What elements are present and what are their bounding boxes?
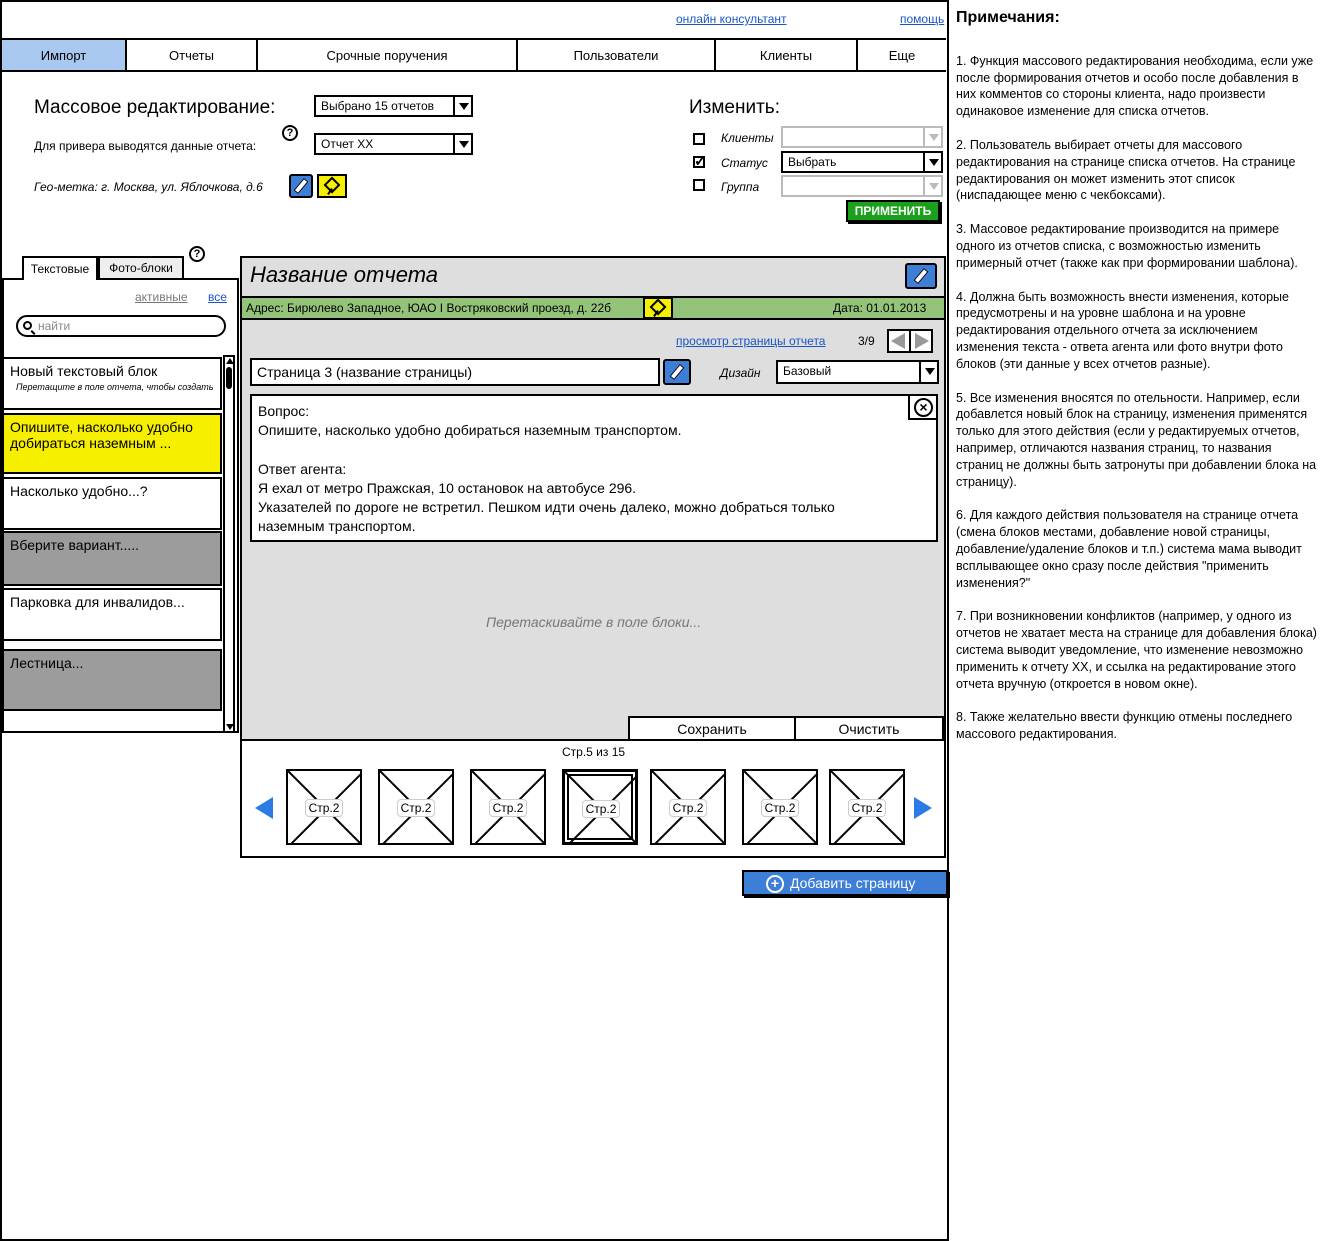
- page-thumb-label: Стр.2: [489, 799, 527, 817]
- tab-text-blocks[interactable]: Текстовые: [22, 256, 98, 280]
- tab-photo-blocks[interactable]: Фото-блоки: [98, 256, 184, 278]
- nav-tab-import[interactable]: Импорт: [2, 40, 127, 70]
- selected-reports-value: Выбрано 15 отчетов: [321, 99, 435, 113]
- search-placeholder: найти: [38, 319, 71, 333]
- design-value: Базовый: [783, 364, 832, 378]
- note-item: 4. Должна быть возможность внести изменения, которые предусмотрены и на уровне шаблона и на уровне редактирования отдельного отчета за исключением изменения текста - ответа агента или фото внутри фото блоков (эти данные у всех отчетов разные).: [956, 289, 1289, 371]
- design-label: Дизайн: [720, 366, 761, 380]
- clear-button[interactable]: Очистить: [796, 716, 944, 740]
- prev-page-icon[interactable]: [891, 333, 905, 349]
- mass-edit-title: Массовое редактирование:: [34, 97, 276, 118]
- strip-next-icon[interactable]: [914, 797, 932, 819]
- close-block-button[interactable]: [908, 394, 938, 420]
- note-item: 3. Массовое редактирование производится на примере одного из отчетов списка, с возможностью изменить примерный отчет (также как при формировании шаблона).: [956, 222, 1298, 270]
- search-icon: [23, 321, 32, 330]
- list-item[interactable]: Парковка для инвалидов...: [2, 588, 222, 641]
- chevron-down-icon: [923, 128, 941, 146]
- status-label: Статус: [721, 156, 768, 170]
- page-thumb[interactable]: [470, 769, 546, 845]
- new-text-block[interactable]: [2, 357, 222, 410]
- chevron-down-icon: [923, 153, 941, 171]
- save-clear-tabs: [628, 716, 944, 740]
- edit-page-pencil-icon[interactable]: [663, 359, 691, 385]
- help-icon[interactable]: ?: [282, 125, 298, 141]
- apply-button[interactable]: ПРИМЕНИТЬ: [846, 200, 940, 222]
- divider: [909, 329, 911, 353]
- chevron-down-icon: [919, 362, 937, 382]
- selected-reports-select[interactable]: [314, 95, 473, 117]
- answer-line-1: Я ехал от метро Пражская, 10 остановок на автобусе 296.: [258, 479, 637, 496]
- group-label: Группа: [721, 180, 760, 194]
- page-thumb[interactable]: [286, 769, 362, 845]
- drop-hint: Перетаскивайте в поле блоки...: [486, 614, 702, 630]
- page-thumb-selected[interactable]: [562, 769, 638, 845]
- page-thumb-label: Стр.2: [397, 799, 435, 817]
- note-item: 5. Все изменения вносятся по отельности. Например, если добавлется новый блок на страницу, изменения применятся только для этого действия (если у редактируемых отчетов, например, отличаются названия страниц, то названия страниц не должны быть затронуты при добавлении блока на страницу).: [956, 390, 1317, 489]
- clients-select[interactable]: [781, 126, 943, 148]
- new-block-title: Новый текстовый блок: [10, 363, 158, 379]
- status-select[interactable]: [781, 151, 943, 173]
- list-item[interactable]: Вберите вариант.....: [2, 531, 222, 586]
- pin-icon[interactable]: [643, 297, 673, 319]
- next-page-icon[interactable]: [915, 333, 929, 349]
- question-block[interactable]: [250, 394, 938, 542]
- example-report-value: Отчет XX: [321, 137, 374, 151]
- status-value: Выбрать: [788, 155, 837, 169]
- close-icon: ×: [914, 398, 933, 417]
- nav-tab-clients[interactable]: Клиенты: [716, 40, 858, 70]
- filter-all-link[interactable]: все: [208, 290, 227, 304]
- geo-tag-label: Гео-метка: г. Москва, ул. Яблочкова, д.6: [34, 180, 263, 194]
- question-text: Опишите, насколько удобно добираться наземным транспортом.: [258, 422, 682, 439]
- page-thumb[interactable]: [378, 769, 454, 845]
- note-item: 7. При возникновении конфликтов (например, у одного из отчетов не хватает места на странице для добавления блока) система выводит уведомление, что изменение невозможно применить к отчету XX, и ссылка на редактирование этого отчета вручную (откроется в новом окне).: [956, 609, 1317, 691]
- notes-title: Примечания:: [956, 9, 1060, 26]
- report-title: Название отчета: [250, 262, 439, 287]
- page-thumb-label: Стр.2: [582, 800, 620, 818]
- report-date: Дата: 01.01.2013: [833, 301, 927, 315]
- chevron-down-icon: [923, 177, 941, 195]
- group-select[interactable]: [781, 175, 943, 197]
- notes-panel: [956, 10, 1318, 760]
- change-title: Изменить:: [689, 97, 780, 118]
- page-thumb[interactable]: [742, 769, 818, 845]
- add-page-button[interactable]: [742, 870, 948, 896]
- answer-label: Ответ агента:: [258, 460, 347, 477]
- pin-icon[interactable]: [317, 174, 347, 198]
- page-thumb[interactable]: [829, 769, 905, 845]
- clients-checkbox[interactable]: [693, 133, 705, 145]
- add-page-label: Добавить страницу: [790, 875, 916, 891]
- edit-pencil-icon[interactable]: [289, 174, 313, 198]
- address-bar: [242, 296, 944, 320]
- note-item: 1. Функция массового редактирования необходима, если уже после формирования отчетов и особо после добавления в них комментов со стороны клиента, надо произвести одинаковое изменение для списка отчетов.: [956, 53, 1314, 119]
- page-thumb[interactable]: [650, 769, 726, 845]
- scroll-up-icon[interactable]: [226, 358, 234, 364]
- nav-tab-users[interactable]: Пользователи: [518, 40, 716, 70]
- note-item: 2. Пользователь выбирает отчеты для массового редактирования на странице списка отчетов. На странице редактирования он может изменить этот список (ниспадающее меню с чекбоксами).: [956, 137, 1296, 203]
- list-item[interactable]: Опишите, насколько удобно добираться наземным ...: [2, 413, 222, 474]
- strip-prev-icon[interactable]: [255, 797, 273, 819]
- list-item[interactable]: Насколько удобно...?: [2, 477, 222, 530]
- spacer: [258, 441, 930, 460]
- example-report-select[interactable]: [314, 133, 473, 155]
- edit-title-pencil-icon[interactable]: [905, 263, 937, 289]
- note-item: 6. Для каждого действия пользователя на странице отчета (смена блоков местами, добавление новой страницы, добавление/удаление блоков и т.п.) система мама выводит всплывающее окно сразу после действия "применить изменения?": [956, 508, 1302, 590]
- page-thumb-label: Стр.2: [848, 799, 886, 817]
- help-link[interactable]: помощь: [900, 12, 945, 26]
- report-address: Адрес: Бирюлево Западное, ЮАО I Востряковский проезд, д. 22б: [246, 301, 612, 315]
- report-editor: [240, 256, 946, 858]
- status-checkbox[interactable]: [693, 156, 705, 168]
- page-name-input[interactable]: Страница 3 (название страницы): [250, 358, 660, 386]
- chevron-down-icon: [453, 135, 471, 153]
- page-thumb-label: Стр.2: [669, 799, 707, 817]
- page-thumb-label: Стр.2: [761, 799, 799, 817]
- help-icon[interactable]: ?: [189, 246, 205, 262]
- save-button[interactable]: Сохранить: [628, 716, 796, 740]
- scroll-down-icon[interactable]: [226, 724, 234, 730]
- pager-text: Стр.5 из 15: [562, 745, 626, 759]
- page-thumb-label: Стр.2: [305, 799, 343, 817]
- scrollbar-thumb[interactable]: [226, 367, 232, 389]
- note-item: 8. Также желательно ввести функцию отмены последнего массового редактирования.: [956, 710, 1293, 742]
- nav-tab-more[interactable]: Еще: [858, 40, 946, 70]
- filter-active-link[interactable]: активные: [135, 290, 188, 304]
- pages-strip: [242, 739, 944, 856]
- online-consultant-link[interactable]: онлайн консультант: [676, 12, 787, 26]
- group-checkbox[interactable]: [693, 179, 705, 191]
- page-counter: 3/9: [858, 334, 875, 348]
- nav-tab-reports[interactable]: Отчеты: [127, 40, 258, 70]
- page-nav: [887, 329, 933, 353]
- new-block-hint: Перетащите в поле отчета, чтобы создать: [16, 382, 214, 392]
- list-item[interactable]: Лестница...: [2, 649, 222, 711]
- blocks-scrollbar[interactable]: [223, 355, 235, 733]
- search-input[interactable]: [16, 315, 226, 337]
- main-nav: [2, 38, 946, 72]
- question-label: Вопрос:: [258, 403, 310, 419]
- plus-icon: +: [766, 875, 784, 893]
- answer-line-2: Указателей по дороге не встретил. Пешком идти очень далеко, можно добраться только: [258, 499, 835, 516]
- clients-label: Клиенты: [721, 131, 774, 145]
- answer-line-3: наземным транспортом.: [258, 518, 416, 535]
- view-page-link[interactable]: просмотр страницы отчета: [676, 334, 826, 348]
- chevron-down-icon: [453, 97, 471, 115]
- example-report-label: Для привера выводятся данные отчета:: [34, 139, 257, 153]
- nav-tab-urgent[interactable]: Срочные поручения: [258, 40, 518, 70]
- design-select[interactable]: [776, 360, 939, 384]
